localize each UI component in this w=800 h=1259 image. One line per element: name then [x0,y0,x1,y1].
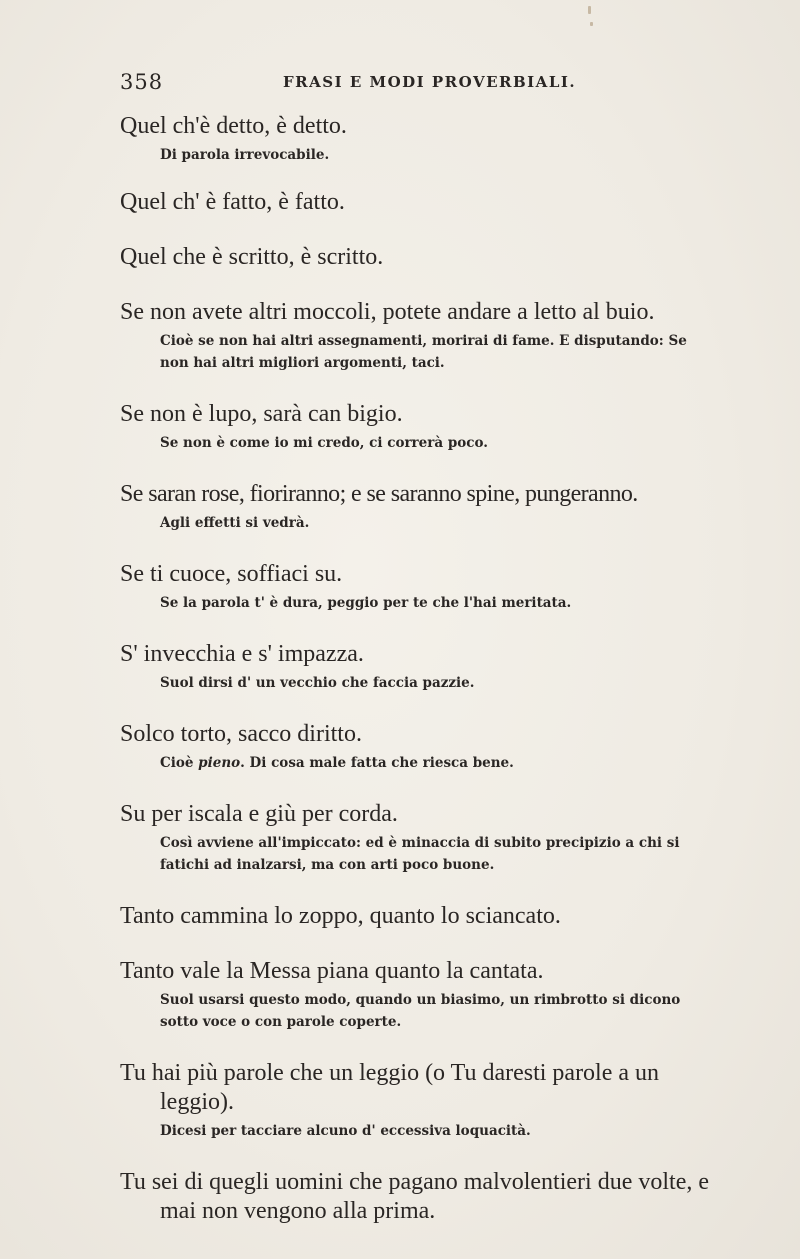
proverb-entry [120,720,715,774]
proverb-gloss: Se non è come io mi credo, ci correrà poco. [160,435,488,451]
proverb-text: Solco torto, sacco diritto. [120,721,362,747]
proverb-text: Su per iscala e giù per corda. [120,801,398,827]
proverb-entry [120,1059,715,1142]
proverb-entry [120,560,715,614]
proverb-text: Se non avete altri moccoli, potete andare a letto al buio. [120,299,655,325]
ink-speck [588,6,591,14]
proverb-entry [120,400,715,454]
proverb-gloss: Cioè se non hai altri assegnamenti, morirai di fame. E disputando: Se non hai altri migliori argomenti, taci. [160,333,687,371]
proverb-entry [120,243,715,272]
proverb-text: Tanto vale la Messa piana quanto la cantata. [120,958,544,984]
proverb-text: Quel ch'è detto, è detto. [120,113,347,139]
proverb-text: Tanto cammina lo zoppo, quanto lo sciancato. [120,903,561,929]
proverb-entry [120,480,715,534]
proverb-entry [120,957,715,1033]
proverb-entry [120,112,715,166]
proverb-text: Se saran rose, fioriranno; e se saranno spine, pungeranno. [120,481,638,507]
proverb-text: Quel ch' è fatto, è fatto. [120,189,345,215]
page-header [120,70,720,100]
page-number: 358 [120,70,164,94]
proverb-entry [120,800,715,876]
ink-speck [590,22,593,26]
proverb-gloss: Così avviene all'impiccato: ed è minaccia di subito precipizio a chi si fatichi ad inalzarsi, ma con arti poco buone. [160,835,680,873]
proverb-gloss: Suol usarsi questo modo, quando un biasimo, un rimbrotto si dicono sotto voce o con parole coperte. [160,992,681,1030]
proverb-text: Se non è lupo, sarà can bigio. [120,401,403,427]
proverb-entry [120,188,715,217]
proverb-gloss: Agli effetti si vedrà. [160,515,310,531]
proverb-text: Quel che è scritto, è scritto. [120,244,384,270]
proverb-text: Tu sei di quegli uomini che pagano malvolentieri due volte, e mai non vengono alla prima. [120,1169,709,1224]
proverb-text: S' invecchia e s' impazza. [120,641,364,667]
proverb-entry [120,902,715,931]
proverb-gloss: Di parola irrevocabile. [160,147,330,163]
proverb-entry [120,640,715,694]
gloss-prefix: Cioè [160,755,199,771]
proverb-entry [120,298,715,374]
running-head: FRASI E MODI PROVERBIALI. [283,73,577,91]
proverb-list [120,112,715,1252]
proverb-text: Tu hai più parole che un leggio (o Tu daresti parole a un leggio). [120,1060,660,1115]
proverb-gloss: Se la parola t' è dura, peggio per te che l'hai meritata. [160,595,572,611]
proverb-gloss: Suol dirsi d' un vecchio che faccia pazzie. [160,675,475,691]
gloss-suffix: . Di cosa male fatta che riesca bene. [240,755,514,771]
proverb-gloss: Dicesi per tacciare alcuno d' eccessiva loquacità. [160,1123,531,1139]
proverb-gloss [120,752,715,774]
proverb-text: Se ti cuoce, soffiaci su. [120,561,343,587]
gloss-emphasis: pieno [198,755,241,771]
proverb-entry [120,1168,715,1226]
